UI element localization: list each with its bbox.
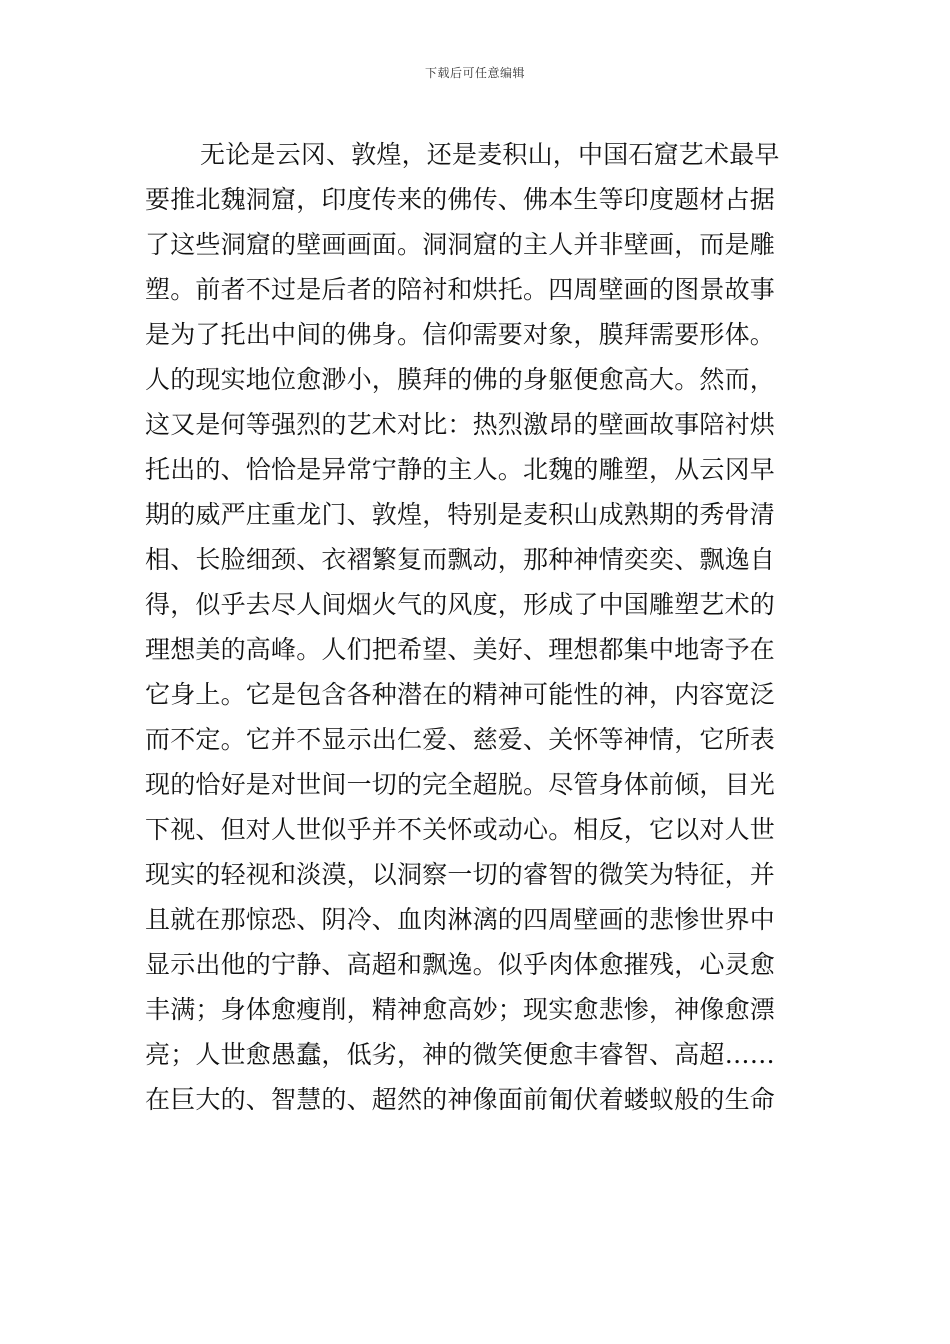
text-line: 是为了托出中间的佛身。信仰需要对象，膜拜需要形体。 bbox=[145, 320, 776, 349]
text-line: 无论是云冈、敦煌，还是麦积山，中国石窟艺术最早 bbox=[200, 140, 780, 169]
text-line: 在巨大的、智慧的、超然的神像面前匍伏着蝼蚁般的生命 bbox=[145, 1085, 776, 1114]
page-header: 下载后可任意编辑 bbox=[424, 66, 525, 80]
text-line: 期的威严庄重龙门、敦煌，特别是麦积山成熟期的秀骨清 bbox=[145, 500, 776, 529]
text-line: 亮；人世愈愚蠢，低劣，神的微笑便愈丰睿智、高超…… bbox=[145, 1040, 776, 1069]
text-line: 得，似乎去尽人间烟火气的风度，形成了中国雕塑艺术的 bbox=[145, 590, 776, 619]
text-line: 它身上。它是包含各种潜在的精神可能性的神，内容宽泛 bbox=[145, 680, 776, 709]
text-line: 现实的轻视和淡漠，以洞察一切的睿智的微笑为特征，并 bbox=[145, 860, 776, 889]
text-line: 理想美的高峰。人们把希望、美好、理想都集中地寄予在 bbox=[145, 635, 776, 664]
text-line: 塑。前者不过是后者的陪衬和烘托。四周壁画的图景故事 bbox=[145, 275, 776, 304]
text-line: 丰满；身体愈瘦削，精神愈高妙；现实愈悲惨，神像愈漂 bbox=[145, 995, 776, 1024]
text-line: 人的现实地位愈渺小，膜拜的佛的身躯便愈高大。然而， bbox=[145, 365, 776, 394]
text-line: 要推北魏洞窟，印度传来的佛传、佛本生等印度题材占据 bbox=[145, 185, 776, 214]
text-line: 这又是何等强烈的艺术对比：热烈激昂的壁画故事陪衬烘 bbox=[145, 410, 776, 439]
text-line: 下视、但对人世似乎并不关怀或动心。相反，它以对人世 bbox=[145, 815, 776, 844]
text-line: 显示出他的宁静、高超和飘逸。似乎肉体愈摧残，心灵愈 bbox=[145, 950, 776, 979]
text-line: 而不定。它并不显示出仁爱、慈爱、关怀等神情，它所表 bbox=[145, 725, 776, 754]
text-line: 相、长脸细颈、衣褶繁复而飘动，那种神情奕奕、飘逸自 bbox=[145, 545, 776, 574]
text-line: 现的恰好是对世间一切的完全超脱。尽管身体前倾，目光 bbox=[145, 770, 776, 799]
body-paragraph bbox=[145, 132, 815, 1122]
text-line: 托出的、恰恰是异常宁静的主人。北魏的雕塑，从云冈早 bbox=[145, 455, 776, 484]
text-line: 且就在那惊恐、阴冷、血肉淋漓的四周壁画的悲惨世界中 bbox=[145, 905, 776, 934]
text-line: 了这些洞窟的壁画画面。洞洞窟的主人并非壁画，而是雕 bbox=[145, 230, 776, 259]
